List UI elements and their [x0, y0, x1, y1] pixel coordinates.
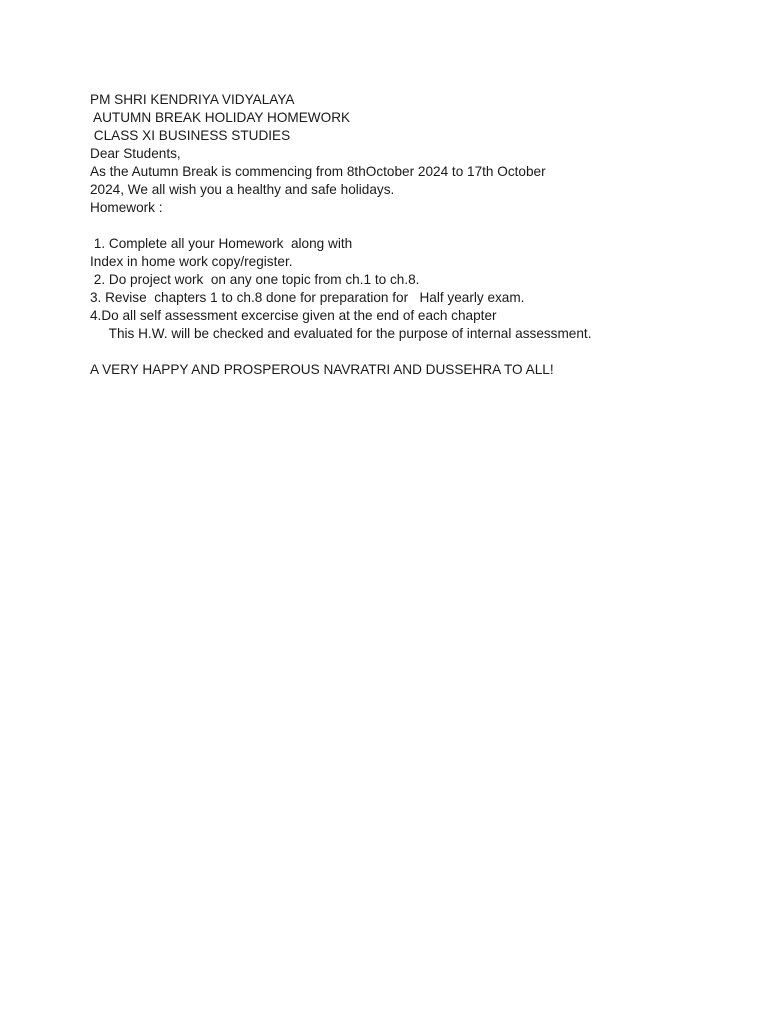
intro-line-1: As the Autumn Break is commencing from 8thOctober 2024 to 17th October	[90, 164, 546, 179]
evaluation-note: This H.W. will be checked and evaluated for the purpose of internal assessment.	[90, 326, 592, 341]
greeting: Dear Students,	[90, 146, 181, 161]
homework-item-4: 4.Do all self assessment excercise given at the end of each chapter	[90, 308, 497, 323]
blank-line	[90, 217, 730, 235]
homework-item-3: 3. Revise chapters 1 to ch.8 done for preparation for Half yearly exam.	[90, 290, 525, 305]
closing-wish: A VERY HAPPY AND PROSPEROUS NAVRATRI AND DUSSEHRA TO ALL!	[90, 362, 554, 377]
class-subject: CLASS XI BUSINESS STUDIES	[90, 128, 291, 143]
homework-item-2: 2. Do project work on any one topic from ch.1 to ch.8.	[90, 272, 420, 287]
intro-line-2: 2024, We all wish you a healthy and safe holidays.	[90, 182, 395, 197]
document-title: AUTUMN BREAK HOLIDAY HOMEWORK	[90, 110, 351, 125]
school-name: PM SHRI KENDRIYA VIDYALAYA	[90, 92, 295, 107]
homework-item-1-line-2: Index in home work copy/register.	[90, 254, 293, 269]
document-body	[90, 91, 730, 379]
blank-line	[90, 343, 730, 361]
homework-heading: Homework :	[90, 200, 163, 215]
homework-item-1-line-1: 1. Complete all your Homework along with	[90, 236, 353, 251]
